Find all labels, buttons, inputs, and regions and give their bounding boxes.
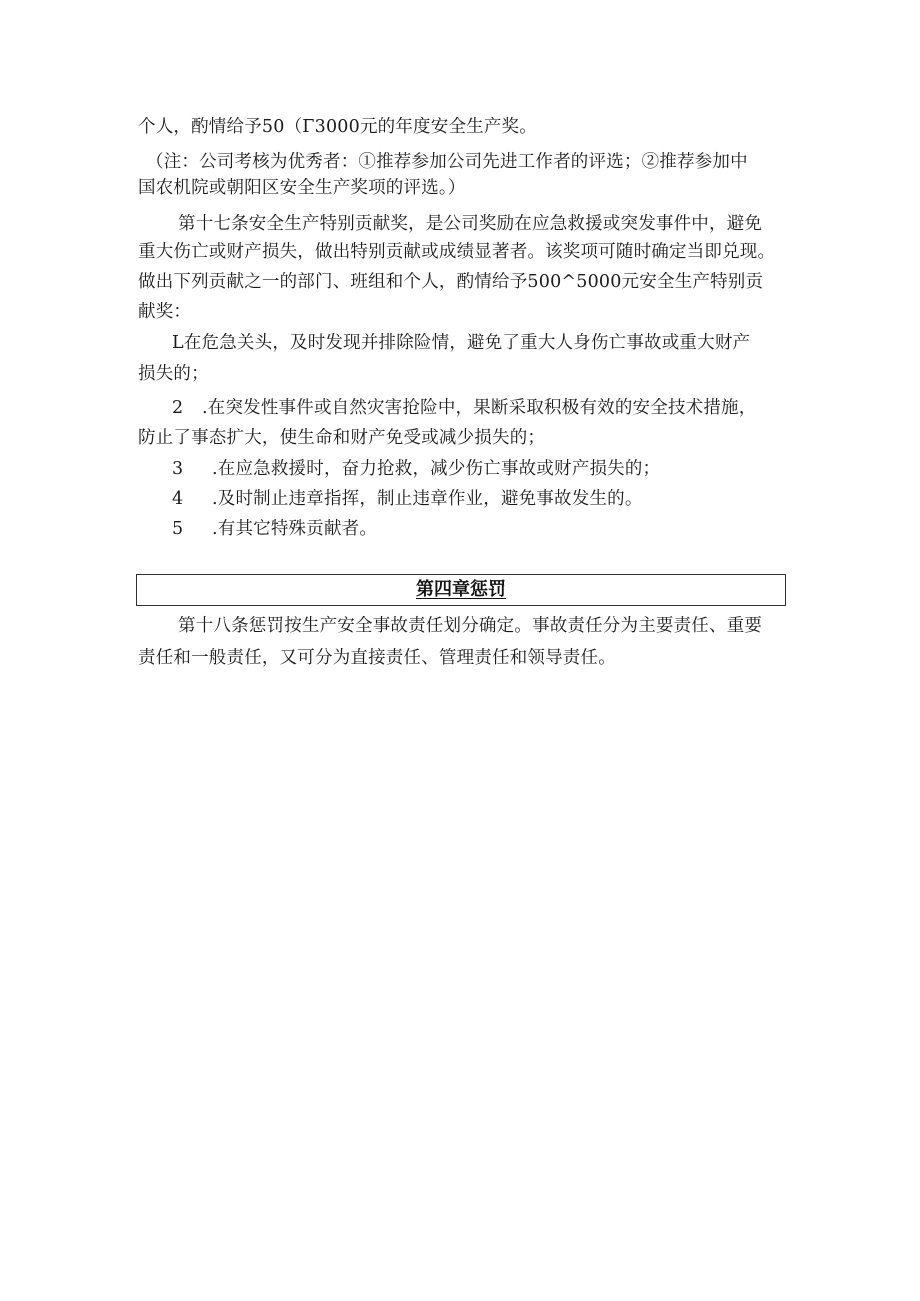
article-18-line-2: 责任和一般责任，又可分为直接责任、管理责任和领导责任。 — [138, 648, 616, 668]
article-17-line-4: 献奖： — [138, 302, 192, 322]
list-item-3 — [172, 457, 660, 481]
list-item-2-line-1 — [172, 396, 756, 420]
list-item-5-number: 5 — [172, 519, 184, 539]
list-item-4 — [172, 487, 643, 511]
note-line-2: 国农机院或朝阳区安全生产奖项的评选。） — [138, 178, 466, 198]
article-17-line-3: 做出下列贡献之一的部门、班组和个人，酌情给予500^5000元安全生产特别贡 — [138, 272, 764, 292]
note-line-1: （注：公司考核为优秀者：①推荐参加公司先进工作者的评选；②推荐参加中 — [146, 152, 748, 172]
award-amount-line: 个人，酌情给予50（Γ3000元的年度安全生产奖。 — [138, 117, 537, 137]
list-item-2-number: 2 — [172, 398, 184, 418]
chapter-title: 第四章惩罚 — [416, 579, 506, 600]
list-item-2-text: .在突发性事件或自然灾害抢险中，果断采取积极有效的安全技术措施， — [202, 398, 757, 418]
list-item-2-line-2: 防止了事态扩大，使生命和财产免受或减少损失的； — [138, 428, 546, 448]
article-17-line-2: 重大伤亡或财产损失，做出特别贡献或成绩显著者。该奖项可随时确定当即兑现。 — [138, 242, 776, 262]
list-item-4-number: 4 — [172, 489, 184, 509]
list-item-3-number: 3 — [172, 459, 184, 479]
list-item-4-text: .及时制止违章指挥，制止违章作业，避免事故发生的。 — [212, 489, 643, 509]
list-item-5 — [172, 517, 377, 541]
list-item-5-text: .有其它特殊贡献者。 — [212, 519, 378, 539]
list-item-1-line-2: 损失的； — [138, 364, 209, 384]
chapter-heading-box — [136, 574, 786, 606]
list-item-3-text: .在应急救援时，奋力抢救，减少伤亡事故或财产损失的； — [212, 459, 661, 479]
article-17-line-1: 第十七条安全生产特别贡献奖，是公司奖励在应急救援或突发事件中，避免 — [178, 214, 763, 234]
list-item-1-line-1: L在危急关头，及时发现并排除险情，避免了重大人身伤亡事故或重大财产 — [172, 333, 751, 353]
article-18-line-1: 第十八条惩罚按生产安全事故责任划分确定。事故责任分为主要责任、重要 — [178, 616, 763, 636]
